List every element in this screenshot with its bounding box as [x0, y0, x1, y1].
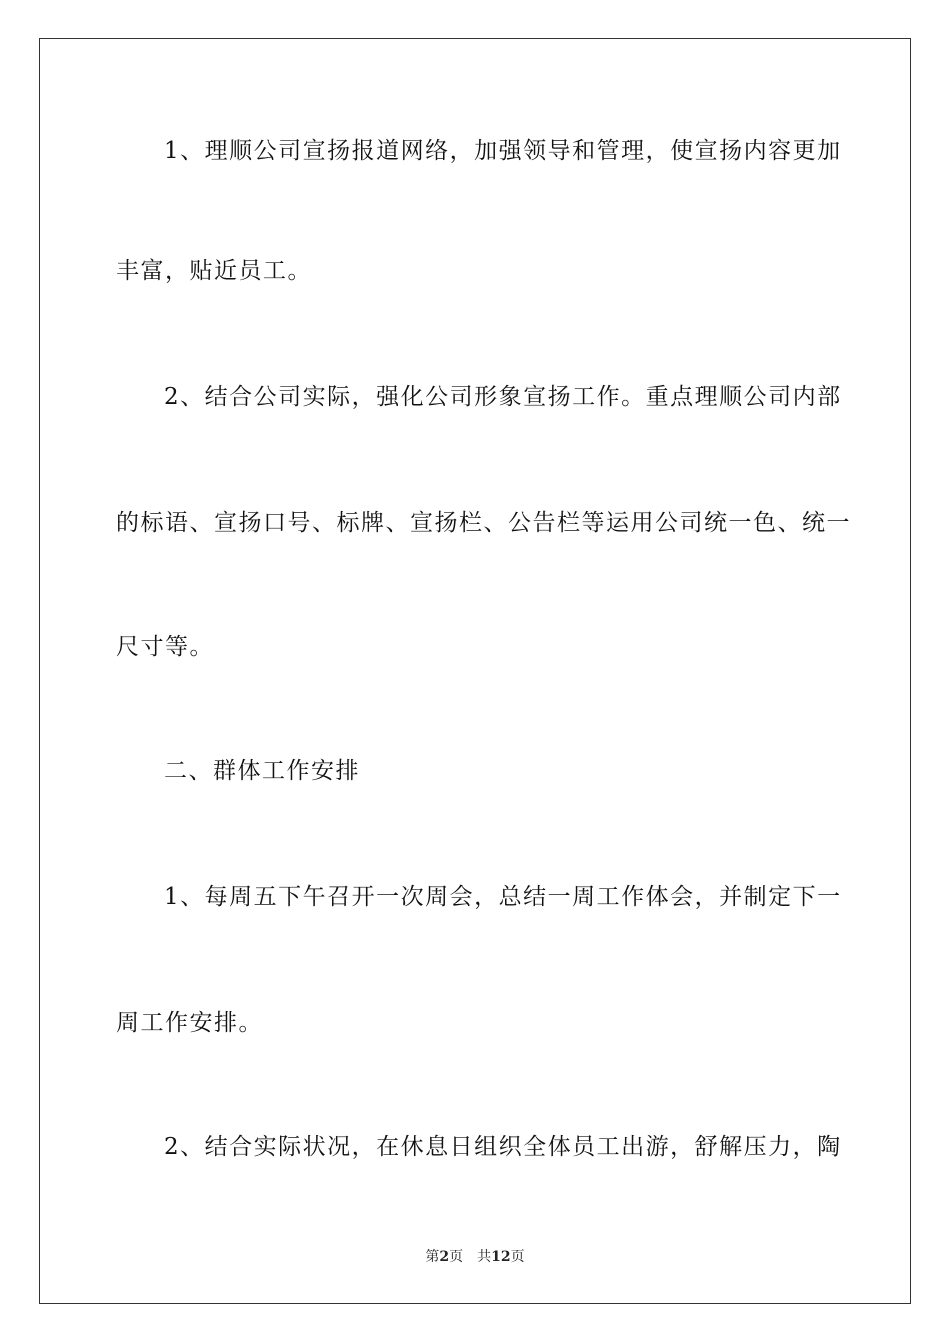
- page-prefix: 第: [425, 1249, 440, 1265]
- paragraph-3-line-1: 1、每周五下午召开一次周会，总结一周工作体会，并制定下一: [164, 884, 842, 910]
- paragraph-4-line-1: 2、结合实际状况，在休息日组织全体员工出游，舒解压力，陶: [164, 1134, 842, 1160]
- paragraph-2-line-3: 尺寸等。: [116, 634, 214, 660]
- paragraph-1-line-1: 1、理顺公司宣扬报道网络，加强领导和管理，使宣扬内容更加: [164, 138, 842, 164]
- page-number: 2: [439, 1249, 450, 1265]
- paragraph-2-line-2: 的标语、宣扬口号、标牌、宣扬栏、公告栏等运用公司统一色、统一: [116, 510, 851, 536]
- page-footer: [0, 1248, 950, 1266]
- paragraph-3-line-2: 周工作安排。: [116, 1010, 263, 1036]
- total-suffix: 页: [510, 1249, 525, 1265]
- total-prefix: 共: [477, 1249, 492, 1265]
- section-heading: 二、群体工作安排: [164, 758, 360, 784]
- total-pages: 12: [491, 1249, 511, 1265]
- paragraph-2-line-1: 2、结合公司实际，强化公司形象宣扬工作。重点理顺公司内部: [164, 384, 842, 410]
- paragraph-1-line-2: 丰富，贴近员工。: [116, 258, 312, 284]
- page-suffix: 页: [449, 1249, 464, 1265]
- page-border: [39, 38, 911, 1304]
